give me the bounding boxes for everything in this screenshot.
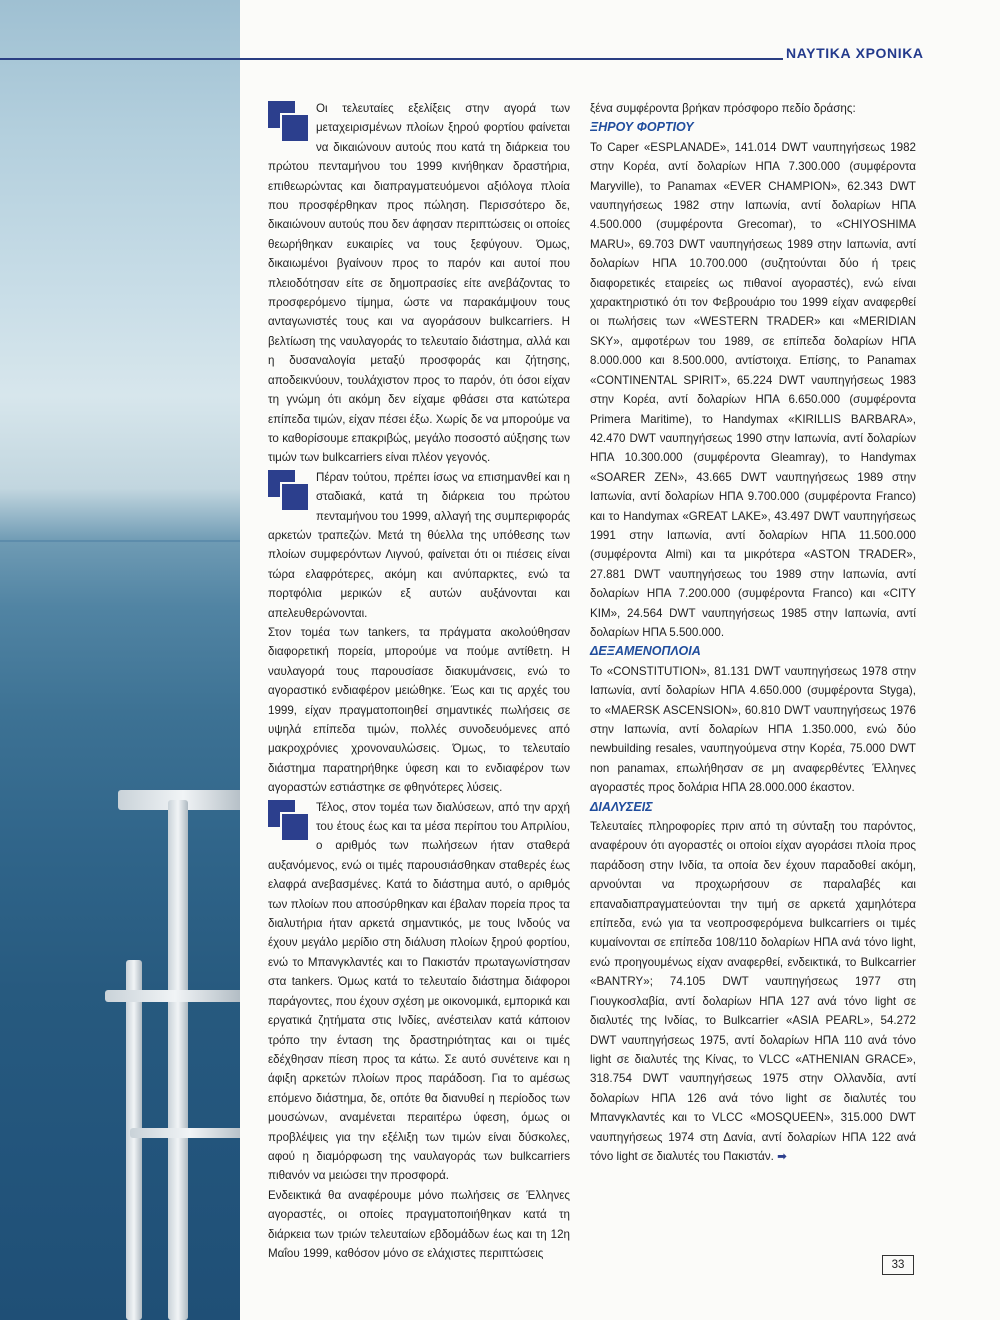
railing-post xyxy=(126,960,142,1320)
horizon-line xyxy=(0,540,240,542)
paragraph-marker-icon xyxy=(268,101,310,143)
heading-tankers: ΔΕΞΑΜΕΝΟΠΛΟΙΑ xyxy=(590,644,701,659)
paragraph-text: Οι τελευταίες εξελίξεις στην αγορά των μεταχειρισμένων πλοίων ξηρού φορτίου φαίνεται να δικαιώνουν αυτούς που κατά τη διάρκεια του πρώτου πενταμήνου του 1999 κινήθηκαν δραστήρια, επιθεωρώντας και διαπραγματευόμενοι αξιόλογα πλοία που προσφέρθηκαν προς πώληση. Περισσότερο δε, δικαιώνουν αυτούς που δεν άφησαν περιπτώσεις οι οποίες θεωρήθηκαν ευκαιρίες να τους ξεφύγουν. Όμως, δικαιωμένοι βγαίνουν προς το παρόν και αυτοί που πλειοδότησαν είτε σε δημοπρασίες είτε ανεβάζοντας το προσφερόμενο τίμημα, ώστε να παρακάμψουν τους ανταγωνιστές τους και να αγοράσουν bulkcarriers. Η βελτίωση της ναυλαγοράς το τελευταίο διάστημα, αλλά και η δυσαναλογία μεταξύ προσφοράς και ζήτησης, αποδεικνύουν, τουλάχιστον προς το παρόν, ότι όσοι είχαν τη γνώμη ότι ακόμη δεν είχαμε φθάσει στα κατώτερα επίπεδα τιμών, είχαν πέσει έξω. Χωρίς δε να μπορούμε να το καθορίσουμε επακριβώς, μεγάλο ποσοστό αύξησης των τιμών των bulkcarriers είναι πλέον γεγονός. xyxy=(268,102,570,465)
section-title: ΝΑΥΤΙΚΑ ΧΡΟΝΙΚΑ xyxy=(786,45,924,61)
heading-demolition: ΔΙΑΛΥΣΕΙΣ xyxy=(590,799,653,814)
railing-bar xyxy=(105,990,240,1002)
heading-dry-cargo: ΞΗΡΟΥ ΦΟΡΤΙΟΥ xyxy=(590,120,694,135)
paragraph xyxy=(268,798,570,1186)
continue-arrow-icon: ➡ xyxy=(777,1149,787,1163)
paragraph: Στον τομέα των tankers, τα πράγματα ακολούθησαν διαφορετική πορεία, μπορούμε να πούμε αντίθετη. Η ναυλαγορά τους παρουσίασε διακυμάνσεις, ενώ το αγοραστικό ενδιαφέρον μειώθηκε. Έως και τις αρχές του 1999, είχαν πραγματοποιηθεί σημαντικές πωλήσεις σε υψηλά επίπεδα τιμών, πολλές συνοδευόμενες από μακροχρόνιες χρονοναυλώσεις. Όμως, το τελευταίο διάστημα παρατηρήθηκε ύφεση και το ενδιαφέρον των αγοραστών εστιάστηκε σε φθηνότερες λύσεις. xyxy=(268,625,570,795)
header-rule xyxy=(0,58,783,60)
sea-railing-photo xyxy=(0,0,240,1320)
paragraph xyxy=(268,468,570,623)
paragraph xyxy=(268,99,570,468)
paragraph: Ενδεικτικά θα αναφέρουμε μόνο πωλήσεις σε Έλληνες αγοραστές, οι οποίες πραγματοποιήθηκαν κατά τη διάρκεια των τριών τελευταίων εβδομάδων έως και τη 12η Μαΐου 1999, καθόσον μόνο σε ελάχιστες περιπτώσεις xyxy=(268,1188,570,1260)
paragraph: ξένα συμφέροντα βρήκαν πρόσφορο πεδίο δράσης: xyxy=(590,102,856,115)
paragraph-text: Τελευταίες πληροφορίες πριν από τη σύνταξη του παρόντος, αναφέρουν ότι αγοραστές οι οποίοι είχαν αγοράσει πλοία προς παράδοση στην Ινδία, τα οποία δεν έχουν παραδοθεί ακόμη, αρνούνται να προχωρήσουν σε παραλαβές και επαναδιαπραγματεύονται την τιμή σε αρκετά χαμηλότερα επίπεδα, ενώ για τα νεοπροσφερόμενα bulkcarriers οι τιμές κυμαίνονται σε επίπεδα 108/110 δολαρίων ΗΠΑ ανά τόνο light, ενώ προηγουμένως είχαν αναφερθεί, ενδεικτικά, το Bulkcarrier «BANTRY»; 74.105 DWT ναυπηγήσεως 1977 στη Γιουγκοσλαβία, αντί δολαρίων ΗΠΑ 127 ανά τόνο light σε διαλυτές της Ινδίας, το Bulkcarrier «ASIA PEARL», 54.272 DWT ναυπηγήσεως 1975, αντί δολαρίων ΗΠΑ 110 ανά τόνο light σε διαλυτές της Κίνας, το VLCC «ATHENIAN GRACE», 318.754 DWT ναυπηγήσεως 1975 στην Ολλανδία, αντί δολαρίων ΗΠΑ 126 ανά τόνο light σε διαλυτές του Μπανγκλαντές και το VLCC «MOSQUEEN», 315.000 DWT ναυπηγήσεως 1974 στη Δανία, αντί δολαρίων ΗΠΑ 122 ανά τόνο light σε διαλυτές του Πακιστάν. xyxy=(590,820,916,1163)
paragraph-marker-icon xyxy=(268,800,310,842)
paragraph: Το Caper «ESPLANADE», 141.014 DWT ναυπηγήσεως 1982 στην Κορέα, αντί δολαρίων ΗΠΑ 7.300.000 (συμφέροντα Maryville), το Panamax «EVER CHAMPION», 62.343 DWT ναυπηγήσεως 1982 στην Ιαπωνία, αντί δολαρίων ΗΠΑ 4.500.000 (συμφέροντα Grecomar), το «CHIYOSHIMA MARU», 69.703 DWT ναυπηγήσεως 1989 στην Ιαπωνία, αντί δολαρίων ΗΠΑ 10.700.000 (συζητούνται δύο ή τρεις διαφορετικές εταιρείες ως πιθανοί αγοραστές), ενώ είναι χαρακτηριστικό ότι τον Φεβρουάριο του 1999 είχαν αναφερθεί οι πωλήσεις των «WESTERN TRADER» και «MERIDIAN SKY», αμφοτέρων του 1989, σε επίπεδα δολαρίων ΗΠΑ 8.000.000 και 8.500.000, αντίστοιχα. Επίσης, το Panamax «CONTINENTAL SPIRIT», 65.224 DWT ναυπηγήσεως 1983 στην Κορέα, αντί δολαρίων ΗΠΑ 6.650.000 (συμφέροντα Primera Maritime), το Handymax «KIRILLIS BARBARA», 42.470 DWT ναυπηγήσεως 1990 στην Ιαπωνία, αντί δολαρίων ΗΠΑ 10.300.000 (συμφέροντα Gleamray), το Handymax «SOARER ZEN», 43.665 DWT ναυπηγήσεως 1989 στην Ιαπωνία, αντί δολαρίων ΗΠΑ 9.700.000 (συμφέροντα Franco) και το Handymax «GREAT LAKE», 43.497 DWT ναυπηγήσεως 1991 στην Ιαπωνία, αντί δολαρίων ΗΠΑ 11.500.000 (συμφέροντα Almi) και τα μικρότερα «ASTON TRADER», 27.881 DWT ναυπηγήσεως του 1989 στην Ιαπωνία, αντί δολαρίων ΗΠΑ 7.200.000 (συμφέροντα Franco) και «CITY KIM», 24.564 DWT ναυπηγήσεως 1985 στην Ιαπωνία, αντί δολαρίων ΗΠΑ 5.500.000. xyxy=(590,140,916,639)
paragraph-text: Πέραν τούτου, πρέπει ίσως να επισημανθεί και η σταδιακά, κατά τη διάρκεια του πρώτου πενταμήνου του 1999, αλλαγή της συμπεριφοράς αρκετών τραπεζών. Μετά τη θύελλα της υπόθεσης των πλοίων συμφερόντων Λιγνού, φαίνεται ότι οι πιέσεις είναι τώρα ελαφρότερες, ακόμη και ανύπαρκτες, ενώ τα πορτφόλια μερικών εξ αυτών αυξάνονται και απελευθερώνονται. xyxy=(268,470,570,620)
railing-post xyxy=(168,800,188,1320)
railing-bar xyxy=(130,1128,240,1138)
page-number: 33 xyxy=(882,1255,914,1275)
paragraph: Το «CONSTITUTION», 81.131 DWT ναυπηγήσεως 1978 στην Ιαπωνία, αντί δολαρίων ΗΠΑ 4.650.000 (συμφέροντα Styga), το «MAERSK ASCENSION», 60.810 DWT ναυπηγήσεως 1976 στην Ιαπωνία, αντί δολαρίων ΗΠΑ 1.350.000, ενώ δύο newbuilding resales, ναυπηγούμενα στην Κορέα, 75.000 DWT non panamax, επωλήθησαν σε μη αναφερθέντες Έλληνες αγοραστές προς δολάρια ΗΠΑ 28.000.000 έκαστον. xyxy=(590,664,916,795)
paragraph-text: Τέλος, στον τομέα των διαλύσεων, από την αρχή του έτους έως και τα μέσα περίπου του Απριλίου, ο αριθμός των πωλήσεων ήταν σταθερά αυξανόμενος, ενώ οι τιμές παρουσιάσθηκαν σταθερές έως ελαφρά ανεβασμένες. Κατά το διάστημα αυτό, ο αριθμός των πλοίων που αποσύρθηκαν και έβαλαν πορεία προς τα διαλυτήρια ήταν αρκετά σημαντικός, με τους Ινδούς να έχουν μεγάλο μερίδιο στη διάλυση πλοίων ξηρού φορτίου, ενώ το Μπανγκλαντές και το Πακιστάν πρωταγωνίστησαν στα tankers. Όμως κατά το τελευταίο διάστημα διάφοροι παράγοντες, που έχουν σχέση με οικονομικά, εμπορικά και εργατικά ζητήματα στις Ινδίες, ανέστειλαν κατά κάποιον τρόπο την ένταση της δραστηριότητας και οι τιμές εδέχθησαν πίεση προς τα κάτω. Σε αυτό συνέτεινε και η άφιξη αρκετών πλοίων προς παράδοση. Για το αμέσως επόμενο διάστημα, δε, οπότε θα διανυθεί η περίοδος των μουσώνων, αναμένεται περαιτέρω ύφεση, όμως οι προβλέψεις για την εξέλιξη των τιμών είναι δύσκολες, αφού η διαμόρφωση της ναυλαγοράς των bulkcarriers πιθανόν να μειώσει την προσφορά. xyxy=(268,800,570,1183)
left-column xyxy=(268,99,570,1263)
paragraph-marker-icon xyxy=(268,470,310,512)
paragraph xyxy=(590,817,916,1166)
right-column xyxy=(590,99,916,1166)
